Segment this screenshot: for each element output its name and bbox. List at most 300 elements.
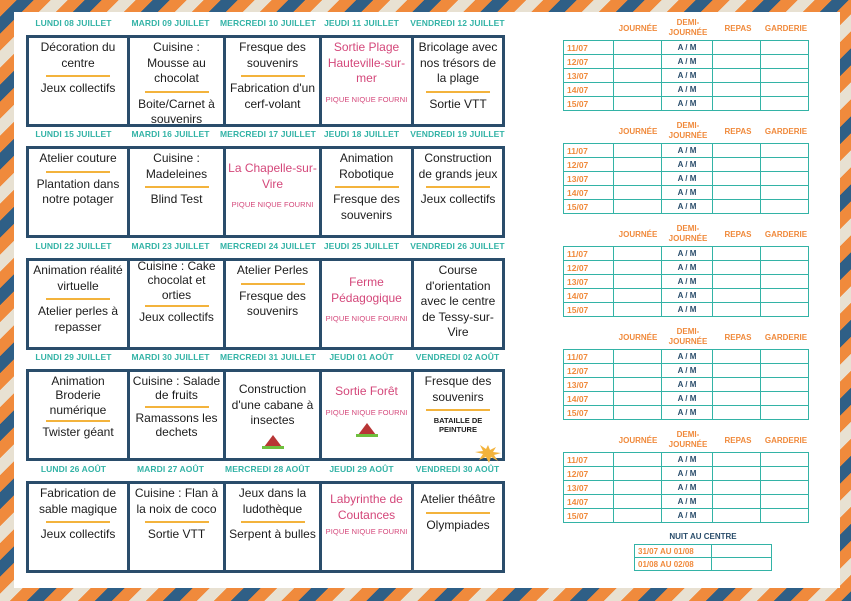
column-header-demi [663, 18, 713, 38]
afternoon-activity: Jeux collectifs [139, 310, 214, 325]
activity-cell [411, 372, 502, 458]
day-header: LUNDI 08 JUILLET [35, 18, 112, 28]
divider [426, 409, 490, 411]
half-day-choice[interactable]: A / M [662, 275, 712, 289]
morning-activity: Fresque des souvenirs [424, 374, 492, 404]
half-day-choice[interactable]: A / M [662, 55, 712, 69]
meal-checkbox[interactable] [712, 158, 760, 172]
morning-activity: Cuisine : Cake chocolat et orties [137, 261, 216, 302]
meal-checkbox[interactable] [712, 467, 760, 481]
paint-splash-icon [474, 442, 502, 464]
afternoon-activity: BATAILLE DE PEINTURE [433, 416, 483, 434]
half-day-choice[interactable]: A / M [662, 378, 712, 392]
day-header: LUNDI 15 JUILLET [35, 129, 112, 139]
tent-icon [264, 435, 282, 447]
night-title: NUIT AU CENTRE [669, 532, 737, 541]
night-checkbox[interactable] [712, 558, 772, 571]
full-day-checkbox[interactable] [614, 481, 662, 495]
registration-row [564, 83, 809, 97]
divider [46, 298, 110, 300]
afternoon-activity: Blind Test [150, 192, 203, 207]
full-day-checkbox[interactable] [614, 275, 662, 289]
activity-cell [411, 38, 502, 124]
meal-checkbox[interactable] [712, 378, 760, 392]
night-checkbox[interactable] [712, 545, 772, 558]
outing-title: Sortie Plage Hauteville-sur-mer [327, 40, 406, 86]
registration-header [563, 224, 813, 246]
meal-checkbox[interactable] [712, 247, 760, 261]
date-cell: 11/07 [564, 144, 614, 158]
day-header: MARDI 30 JUILLET [131, 352, 210, 362]
full-day-checkbox[interactable] [614, 350, 662, 364]
divider [426, 512, 490, 514]
column-header-repas: REPAS [724, 436, 752, 445]
full-day-checkbox[interactable] [614, 495, 662, 509]
divider [46, 420, 110, 422]
afternoon-activity: Boite/Carnet à souvenirs [138, 96, 215, 124]
morning-activity: Animation Broderie numérique [49, 374, 107, 417]
meal-checkbox[interactable] [712, 453, 760, 467]
date-cell: 14/07 [564, 289, 614, 303]
day-header: LUNDI 26 AOÛT [40, 464, 107, 474]
picnic-note: PIQUE NIQUE FOURNI [325, 94, 408, 104]
registration-table [563, 452, 809, 523]
half-day-choice[interactable]: A / M [662, 350, 712, 364]
full-day-checkbox[interactable] [614, 97, 662, 111]
column-header-demi-line1: DEMI- [676, 121, 700, 130]
activity-cell [319, 149, 411, 235]
date-cell: 12/07 [564, 55, 614, 69]
daycare-checkbox[interactable] [760, 378, 808, 392]
half-day-choice[interactable]: A / M [662, 364, 712, 378]
half-day-choice[interactable]: A / M [662, 289, 712, 303]
morning-activity: Animation Robotique [339, 151, 394, 181]
registration-row [564, 453, 809, 467]
activity-cell [127, 38, 223, 124]
full-day-checkbox[interactable] [614, 364, 662, 378]
date-cell: 15/07 [564, 509, 614, 523]
activity-cell [127, 261, 223, 347]
column-header-garderie: GARDERIE [764, 127, 808, 136]
half-day-choice[interactable]: A / M [662, 186, 712, 200]
day-header: JEUDI 01 AOÛT [329, 352, 394, 362]
half-day-choice[interactable]: A / M [662, 467, 712, 481]
picnic-note: PIQUE NIQUE FOURNI [325, 407, 408, 417]
divider [241, 75, 305, 77]
registration-header [563, 121, 813, 143]
half-day-choice[interactable]: A / M [662, 41, 712, 55]
full-day-checkbox[interactable] [614, 200, 662, 214]
half-day-choice[interactable]: A / M [662, 144, 712, 158]
registration-header [563, 18, 813, 40]
activity-cell [411, 149, 502, 235]
afternoon-activity: Serpent à bulles [229, 527, 316, 542]
divider [145, 186, 209, 188]
daycare-checkbox[interactable] [760, 495, 808, 509]
date-cell: 14/07 [564, 83, 614, 97]
full-day-checkbox[interactable] [614, 303, 662, 317]
registration-table [563, 349, 809, 420]
meal-checkbox[interactable] [712, 186, 760, 200]
picnic-note: PIQUE NIQUE FOURNI [325, 527, 408, 537]
divider [241, 521, 305, 523]
registration-header [563, 430, 813, 452]
full-day-checkbox[interactable] [614, 467, 662, 481]
column-header-repas: REPAS [724, 24, 752, 33]
date-cell: 15/07 [564, 200, 614, 214]
night-row [635, 545, 772, 558]
afternoon-activity: Plantation dans notre potager [36, 176, 120, 207]
morning-activity: Animation réalité virtuelle [33, 263, 123, 293]
divider [426, 91, 490, 93]
full-day-checkbox[interactable] [614, 392, 662, 406]
date-cell: 13/07 [564, 378, 614, 392]
registration-row [564, 495, 809, 509]
morning-activity: Atelier théâtre [420, 492, 496, 506]
meal-checkbox[interactable] [712, 55, 760, 69]
picnic-note: PIQUE NIQUE FOURNI [325, 314, 408, 324]
column-header-demi-line1: DEMI- [676, 224, 700, 233]
day-header: MERCREDI 24 JUILLET [220, 241, 316, 251]
divider [46, 521, 110, 523]
column-header-journee: JOURNÉE [618, 230, 658, 239]
night-row [635, 558, 772, 571]
meal-checkbox[interactable] [712, 275, 760, 289]
date-cell: 15/07 [564, 97, 614, 111]
divider [145, 406, 209, 408]
meal-checkbox[interactable] [712, 172, 760, 186]
activity-cell [223, 372, 319, 458]
registration-row [564, 41, 809, 55]
column-header-demi-line2: JOURNÉE [668, 337, 708, 346]
column-header-demi-line1: DEMI- [676, 327, 700, 336]
afternoon-activity: Jeux collectifs [40, 81, 116, 96]
day-headers [26, 352, 505, 364]
column-header-garderie: GARDERIE [764, 333, 808, 342]
half-day-choice[interactable]: A / M [662, 495, 712, 509]
activity-cell [411, 261, 502, 347]
meal-checkbox[interactable] [712, 509, 760, 523]
daycare-checkbox[interactable] [760, 453, 808, 467]
activity-cell [29, 372, 127, 458]
registration-row [564, 289, 809, 303]
morning-activity: Décoration du centre [40, 40, 116, 70]
date-cell: 11/07 [564, 350, 614, 364]
day-headers [26, 241, 505, 253]
half-day-choice[interactable]: A / M [662, 158, 712, 172]
column-header-demi-line2: JOURNÉE [668, 131, 708, 140]
meal-checkbox[interactable] [712, 481, 760, 495]
column-header-demi [663, 430, 713, 450]
registration-row [564, 275, 809, 289]
daycare-checkbox[interactable] [760, 158, 808, 172]
daycare-checkbox[interactable] [760, 97, 808, 111]
afternoon-activity: Jeux collectifs [40, 527, 116, 542]
meal-checkbox[interactable] [712, 200, 760, 214]
half-day-choice[interactable]: A / M [662, 392, 712, 406]
outing-cell [223, 149, 319, 235]
afternoon-activity: Fresque des souvenirs [239, 288, 306, 319]
column-header-garderie: GARDERIE [764, 230, 808, 239]
half-day-choice[interactable]: A / M [662, 97, 712, 111]
meal-checkbox[interactable] [712, 495, 760, 509]
half-day-choice[interactable]: A / M [662, 481, 712, 495]
meal-checkbox[interactable] [712, 41, 760, 55]
registration-row [564, 509, 809, 523]
daycare-checkbox[interactable] [760, 467, 808, 481]
full-day-checkbox[interactable] [614, 378, 662, 392]
date-cell: 14/07 [564, 392, 614, 406]
date-cell: 12/07 [564, 364, 614, 378]
divider [145, 91, 209, 93]
meal-checkbox[interactable] [712, 406, 760, 420]
activity-cell [29, 149, 127, 235]
tent-icon [358, 423, 376, 435]
meal-checkbox[interactable] [712, 303, 760, 317]
half-day-choice[interactable]: A / M [662, 303, 712, 317]
activity: Course d'orientation avec le centre de Tessy-sur-Vire [420, 263, 496, 340]
daycare-checkbox[interactable] [760, 172, 808, 186]
meal-checkbox[interactable] [712, 392, 760, 406]
registration-row [564, 200, 809, 214]
daycare-checkbox[interactable] [760, 186, 808, 200]
full-day-checkbox[interactable] [614, 172, 662, 186]
daycare-checkbox[interactable] [760, 261, 808, 275]
daycare-checkbox[interactable] [760, 392, 808, 406]
full-day-checkbox[interactable] [614, 69, 662, 83]
half-day-choice[interactable]: A / M [662, 261, 712, 275]
divider [46, 75, 110, 77]
full-day-checkbox[interactable] [614, 247, 662, 261]
daycare-checkbox[interactable] [760, 144, 808, 158]
day-header: MERCREDI 28 AOÛT [225, 464, 310, 474]
meal-checkbox[interactable] [712, 69, 760, 83]
morning-activity: Atelier Perles [236, 263, 309, 277]
column-header-garderie: GARDERIE [764, 436, 808, 445]
column-header-demi-line1: DEMI- [676, 18, 700, 27]
registration-row [564, 364, 809, 378]
full-day-checkbox[interactable] [614, 289, 662, 303]
half-day-choice[interactable]: A / M [662, 172, 712, 186]
morning-activity: Bricolage avec nos trésors de la plage [418, 40, 498, 86]
afternoon-activity: Jeux collectifs [420, 192, 496, 207]
activity-grid [26, 481, 505, 573]
day-header: JEUDI 11 JUILLET [324, 18, 399, 28]
half-day-choice[interactable]: A / M [662, 200, 712, 214]
full-day-checkbox[interactable] [614, 186, 662, 200]
activity-cell [223, 38, 319, 124]
registration-row [564, 350, 809, 364]
outing-title: La Chapelle-sur-Vire [228, 161, 317, 191]
registration-block [563, 18, 813, 111]
morning-activity: Fresque des souvenirs [239, 40, 306, 70]
outing-cell [319, 372, 411, 458]
column-header-demi-line2: JOURNÉE [668, 28, 708, 37]
afternoon-activity: Fresque des souvenirs [333, 192, 400, 222]
daycare-checkbox[interactable] [760, 350, 808, 364]
registration-row [564, 144, 809, 158]
outing-cell [319, 38, 411, 124]
morning-activity: Cuisine : Madeleines [145, 151, 208, 181]
full-day-checkbox[interactable] [614, 83, 662, 97]
meal-checkbox[interactable] [712, 83, 760, 97]
daycare-checkbox[interactable] [760, 200, 808, 214]
date-cell: 15/07 [564, 406, 614, 420]
afternoon-activity: Sortie VTT [147, 527, 206, 542]
full-day-checkbox[interactable] [614, 55, 662, 69]
activity-cell [127, 484, 223, 570]
daycare-checkbox[interactable] [760, 83, 808, 97]
morning-activity: Atelier couture [39, 151, 117, 165]
date-cell: 12/07 [564, 158, 614, 172]
daycare-checkbox[interactable] [760, 364, 808, 378]
registration-table [563, 40, 809, 111]
day-header: LUNDI 29 JUILLET [35, 352, 112, 362]
activity-grid [26, 146, 505, 238]
activity-cell [411, 484, 502, 570]
outing-title: Ferme Pédagogique [331, 275, 402, 305]
date-cell: 11/07 [564, 247, 614, 261]
day-header: MARDI 09 JUILLET [131, 18, 210, 28]
activity-grid [26, 369, 505, 461]
date-cell: 12/07 [564, 261, 614, 275]
date-cell: 11/07 [564, 453, 614, 467]
registration-row [564, 69, 809, 83]
daycare-checkbox[interactable] [760, 481, 808, 495]
activity-cell [223, 484, 319, 570]
day-headers [26, 18, 505, 30]
divider [241, 283, 305, 285]
day-header: VENDREDI 26 JUILLET [410, 241, 505, 251]
night-dates: 31/07 AU 01/08 [635, 545, 712, 558]
activity-cell [29, 38, 127, 124]
registration-table [563, 246, 809, 317]
morning-activity: Jeux dans la ludothèque [238, 486, 307, 516]
registration-row [564, 392, 809, 406]
full-day-checkbox[interactable] [614, 41, 662, 55]
date-cell: 14/07 [564, 186, 614, 200]
date-cell: 15/07 [564, 303, 614, 317]
divider [335, 186, 399, 188]
half-day-choice[interactable]: A / M [662, 509, 712, 523]
day-header: MARDI 16 JUILLET [131, 129, 210, 139]
day-header: LUNDI 22 JUILLET [35, 241, 112, 251]
activity-cell [29, 261, 127, 347]
picnic-note: PIQUE NIQUE FOURNI [231, 200, 314, 210]
day-header: VENDREDI 12 JUILLET [410, 18, 505, 28]
registration-row [564, 467, 809, 481]
outing-cell [319, 261, 411, 347]
full-day-checkbox[interactable] [614, 509, 662, 523]
meal-checkbox[interactable] [712, 261, 760, 275]
half-day-choice[interactable]: A / M [662, 69, 712, 83]
registration-block [563, 121, 813, 214]
registration-block [563, 327, 813, 420]
half-day-choice[interactable]: A / M [662, 247, 712, 261]
daycare-checkbox[interactable] [760, 55, 808, 69]
registration-block [563, 430, 813, 523]
full-day-checkbox[interactable] [614, 261, 662, 275]
day-header: JEUDI 25 JUILLET [323, 241, 400, 251]
day-header: VENDREDI 30 AOÛT [415, 464, 500, 474]
daycare-checkbox[interactable] [760, 303, 808, 317]
morning-activity: Fabrication de sable magique [38, 486, 118, 516]
daycare-checkbox[interactable] [760, 406, 808, 420]
registration-row [564, 481, 809, 495]
day-headers [26, 464, 505, 476]
column-header-journee: JOURNÉE [618, 333, 658, 342]
registration-row [564, 158, 809, 172]
date-cell: 14/07 [564, 495, 614, 509]
morning-activity: Cuisine : Flan à la noix de coco [134, 486, 219, 516]
afternoon-activity: Ramassons les dechets [135, 410, 218, 440]
meal-checkbox[interactable] [712, 97, 760, 111]
night-dates: 01/08 AU 02/08 [635, 558, 712, 571]
night-table [634, 544, 772, 571]
afternoon-activity: Olympiades [426, 517, 490, 532]
half-day-choice[interactable]: A / M [662, 406, 712, 420]
outing-cell [319, 484, 411, 570]
date-cell: 13/07 [564, 481, 614, 495]
registration-row [564, 261, 809, 275]
morning-activity: Cuisine : Salade de fruits [132, 374, 221, 403]
column-header-demi [663, 121, 713, 141]
date-cell: 11/07 [564, 41, 614, 55]
half-day-choice[interactable]: A / M [662, 83, 712, 97]
day-header: MERCREDI 10 JUILLET [220, 18, 316, 28]
divider [46, 171, 110, 173]
afternoon-activity: Sortie VTT [429, 96, 487, 111]
column-header-repas: REPAS [724, 127, 752, 136]
full-day-checkbox[interactable] [614, 144, 662, 158]
meal-checkbox[interactable] [712, 289, 760, 303]
registration-block [563, 224, 813, 317]
meal-checkbox[interactable] [712, 364, 760, 378]
registration-row [564, 186, 809, 200]
column-header-demi-line2: JOURNÉE [668, 440, 708, 449]
day-header: JEUDI 18 JUILLET [323, 129, 400, 139]
morning-activity: Cuisine : Mousse au chocolat [147, 40, 206, 86]
day-header: MARDI 23 JUILLET [131, 241, 210, 251]
full-day-checkbox[interactable] [614, 158, 662, 172]
column-header-repas: REPAS [724, 333, 752, 342]
full-day-checkbox[interactable] [614, 453, 662, 467]
daycare-checkbox[interactable] [760, 509, 808, 523]
column-header-demi [663, 224, 713, 244]
full-day-checkbox[interactable] [614, 406, 662, 420]
activity-grid [26, 35, 505, 127]
daycare-checkbox[interactable] [760, 69, 808, 83]
date-cell: 13/07 [564, 275, 614, 289]
day-header: VENDREDI 19 JUILLET [410, 129, 505, 139]
column-header-journee: JOURNÉE [618, 127, 658, 136]
activity-grid [26, 258, 505, 350]
registration-table [563, 143, 809, 214]
daycare-checkbox[interactable] [760, 41, 808, 55]
registration-header [563, 327, 813, 349]
daycare-checkbox[interactable] [760, 275, 808, 289]
column-header-demi-line2: JOURNÉE [668, 234, 708, 243]
activity-cell [223, 261, 319, 347]
divider [426, 186, 490, 188]
daycare-checkbox[interactable] [760, 289, 808, 303]
meal-checkbox[interactable] [712, 350, 760, 364]
daycare-checkbox[interactable] [760, 247, 808, 261]
meal-checkbox[interactable] [712, 144, 760, 158]
half-day-choice[interactable]: A / M [662, 453, 712, 467]
column-header-demi [663, 327, 713, 347]
column-header-demi-line1: DEMI- [676, 430, 700, 439]
